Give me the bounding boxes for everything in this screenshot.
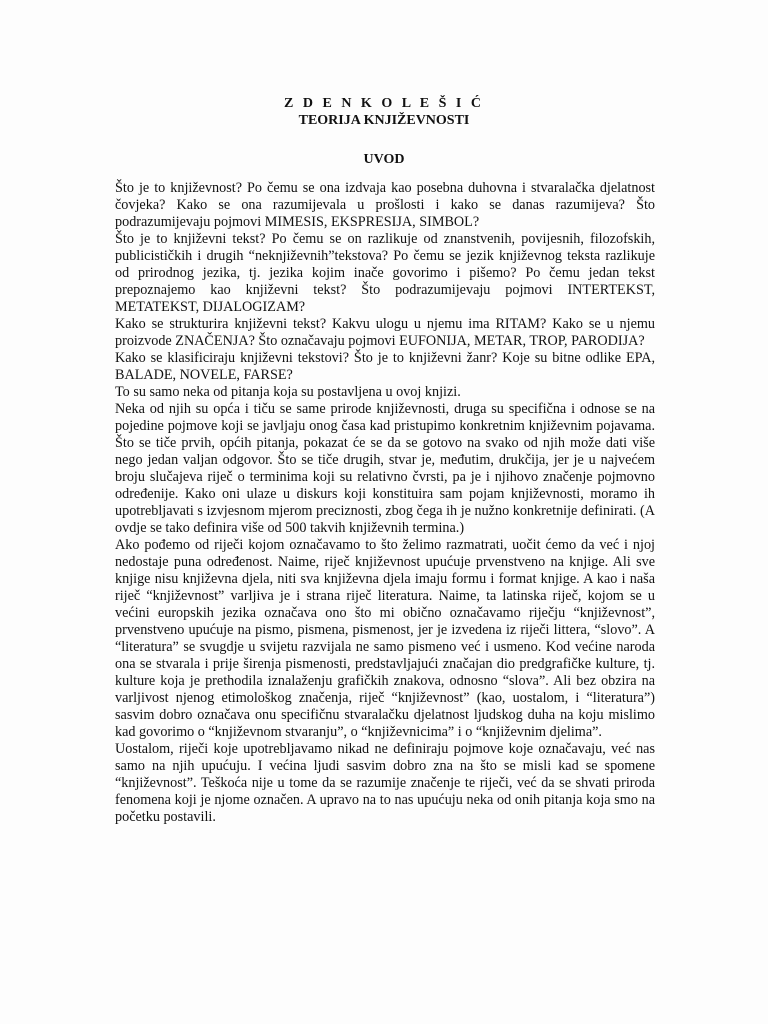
body-text [115, 180, 655, 826]
paragraph: Uostalom, riječi koje upotrebljavamo nikad ne definiraju pojmove koje označavaju, već nas samo na njih upućuju. I većina ljudi sasvim dobro zna na što se misli kad se spomene “književnost”. Teškoća nije u tome da se razumije značenje te riječi, već da se shvati priroda fenomena koji je njome označen. A upravo na to nas upućuju neka od onih pitanja koja smo na početku postavili. [115, 741, 655, 825]
paragraph: Ako pođemo od riječi kojom označavamo to što želimo razmatrati, uočit ćemo da već i njoj nedostaje puna određenost. Naime, riječ književnost upućuje prvenstveno na knjige. Ali sve knjige nisu književna djela, niti sva književna djela imaju formu i format knjige. A kao i naša riječ “književnost” varljiva je i strana riječ literatura. Naime, ta latinska riječ, kojom se u većini europskih jezika označava ono što mi obično označavamo riječju “književnost”, prvenstveno upućuje na pismo, pismena, pismenost, jer je izvedena iz riječi littera, “slovo”. A “literatura” se svugdje u svijetu razvijala ne samo pismeno već i usmeno. Kod većine naroda ona se stvarala i prije širenja pismenosti, predstavljajući značajan dio predgrafičke kulture, tj. kulture koja je prethodila iznalaženju grafičkih znakova, odnosno “slova”. Ali bez obzira na varljivost njenog etimološkog značenja, riječ “književnost” (kao, uostalom, i “literatura”) sasvim dobro označava onu specifičnu stvaralačku djelatnost ljudskog duha na koju mislimo kad govorimo o “književnom stvaranju”, o “književnicima” i o “književnim djelima”. [115, 537, 655, 740]
paragraph: Neka od njih su opća i tiču se same prirode književnosti, druga su specifična i odnose se na pojedine pojmove koji se javljaju onog časa kad pristupimo konkretnim književnim pojavama. Što se tiče prvih, općih pitanja, pokazat će se da se gotovo na svako od njih može dati više nego jedan valjan odgovor. Što se tiče drugih, stvar je, međutim, drukčija, jer je u najvećem broju slučajeva riječ o terminima koji su relativno čvrsti, pa je i njihovo značenje pojmovno određenije. Kako oni ulaze u diskurs koji konstituira sam pojam književnosti, moramo ih upotrebljavati s izvjesnom mjerom preciznosti, zbog čega ih je nužno konkretnije definirati. (A ovdje se tako definira više od 500 takvih književnih termina.) [115, 401, 655, 536]
book-title: TEORIJA KNJIŽEVNOSTI [298, 113, 470, 128]
author-name: Z D E N K O L E Š I Ć [284, 96, 484, 111]
paragraph: Kako se strukturira književni tekst? Kakvu ulogu u njemu ima RITAM? Kako se u njemu proizvode ZNAČENJA? Što označavaju pojmovi EUFONIJA, METAR, TROP, PARODIJA? [115, 316, 655, 349]
paragraph: Što je to književni tekst? Po čemu se on razlikuje od znanstvenih, povijesnih, filozofskih, publicističkih i drugih “neknjiževnih”tekstova? Po čemu se jezik književnog teksta razlikuje od prirodnog jezika, tj. jezika kojim inače govorimo i pišemo? Po čemu jedan tekst prepoznajemo kao književni tekst? Što podrazumijevaju pojmovi INTERTEKST, METATEKST, DIJALOGIZAM? [115, 231, 655, 315]
section-heading: UVOD [363, 152, 405, 167]
paragraph: Što je to književnost? Po čemu se ona izdvaja kao posebna duhovna i stvaralačka djelatnost čovjeka? Kako se ona razumijevala u prošlosti i kako se danas razumijeva? Što podrazumijevaju pojmovi MIMESIS, EKSPRESIJA, SIMBOL? [115, 180, 655, 230]
paragraph: Kako se klasificiraju književni tekstovi? Što je to književni žanr? Koje su bitne odlike EPA, BALADE, NOVELE, FARSE? [115, 350, 655, 383]
paragraph: To su samo neka od pitanja koja su postavljena u ovoj knjizi. [115, 384, 461, 400]
